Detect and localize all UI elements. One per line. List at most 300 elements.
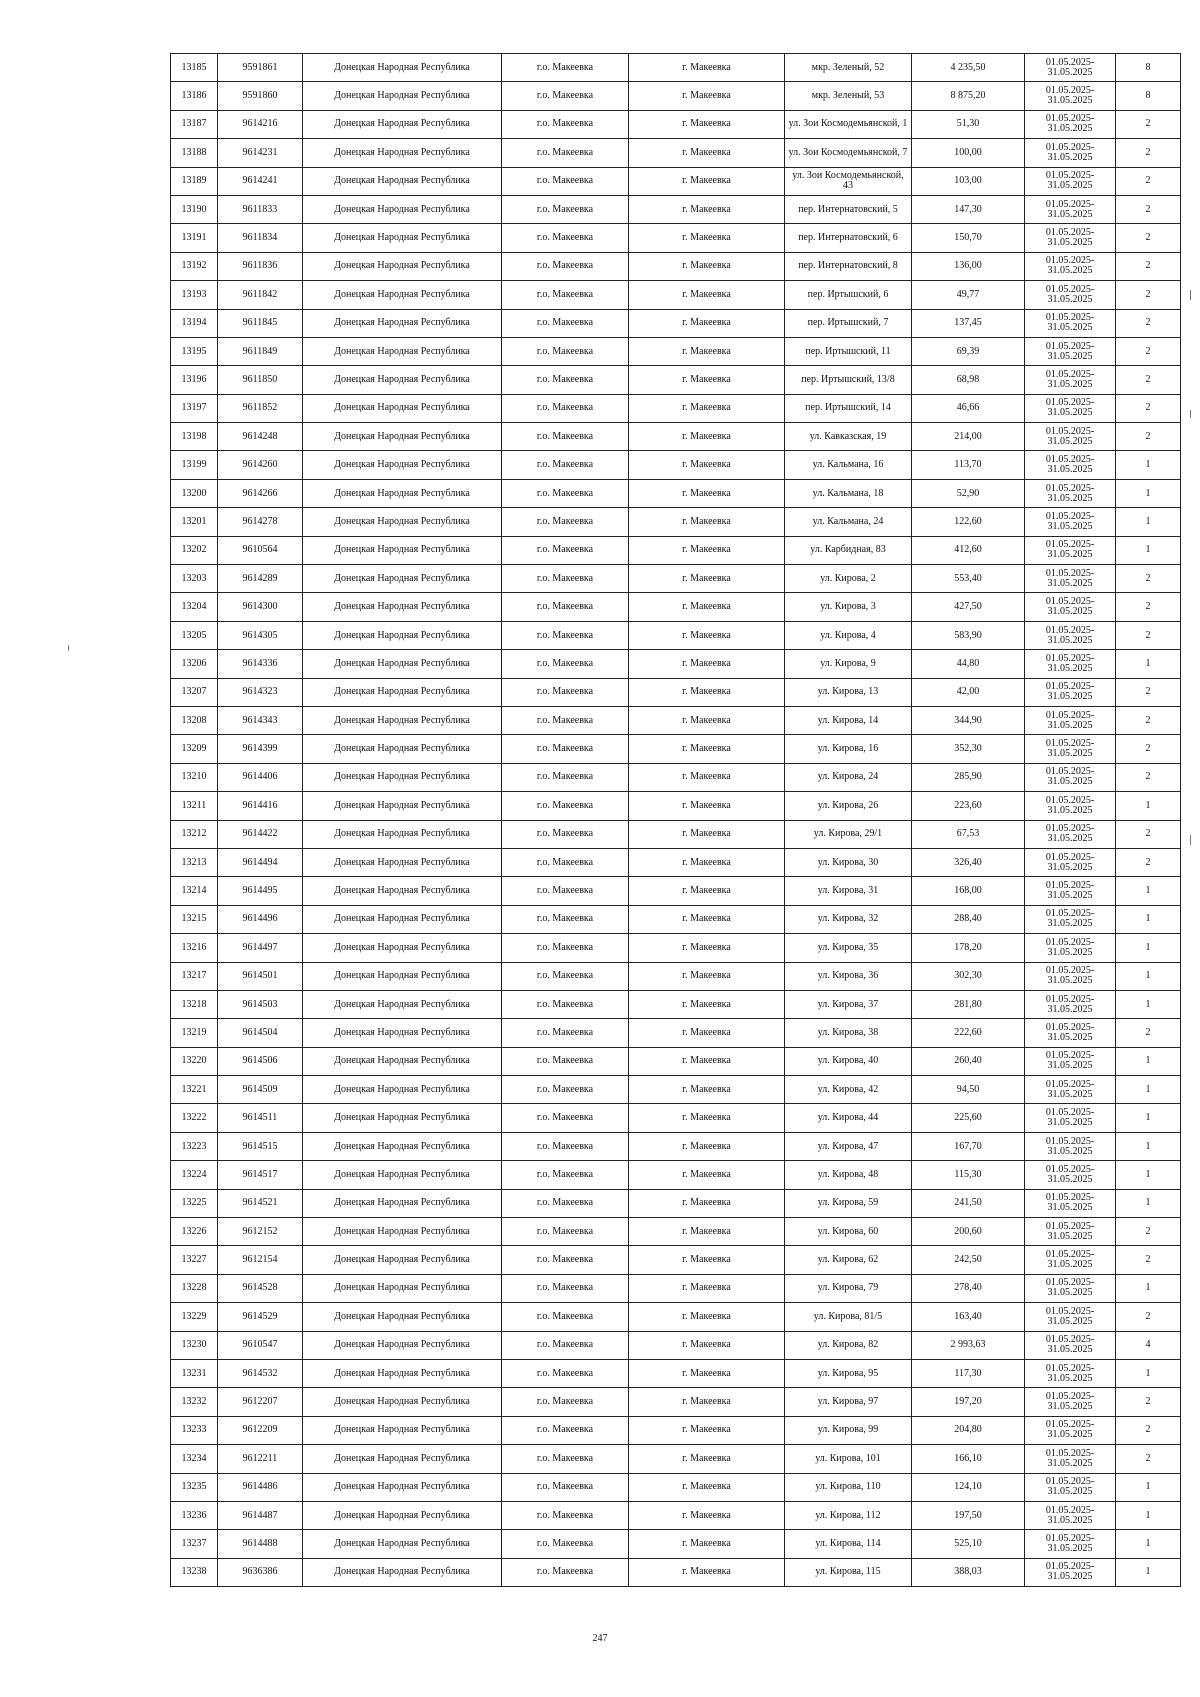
service-period: 01.05.2025-31.05.2025 (1025, 366, 1116, 394)
service-period: 01.05.2025-31.05.2025 (1025, 1416, 1116, 1444)
city-district: г.о. Макеевка (502, 536, 629, 564)
city-name: г. Макеевка (629, 1303, 785, 1331)
republic-name: Донецкая Народная Республика (303, 1047, 502, 1075)
row-id: 13210 (171, 763, 218, 791)
table-row (171, 877, 1181, 905)
object-number: 9614216 (218, 110, 303, 138)
service-period: 01.05.2025-31.05.2025 (1025, 1473, 1116, 1501)
city-name: г. Макеевка (629, 252, 785, 280)
table-row (171, 1189, 1181, 1217)
street-address: ул. Кирова, 24 (785, 763, 912, 791)
table-row (171, 394, 1181, 422)
table-row (171, 536, 1181, 564)
service-period: 01.05.2025-31.05.2025 (1025, 934, 1116, 962)
row-id: 13212 (171, 820, 218, 848)
row-id: 13193 (171, 281, 218, 309)
street-address: пер. Иртышский, 11 (785, 337, 912, 365)
street-address: ул. Кирова, 115 (785, 1558, 912, 1586)
quantity: 1 (1116, 990, 1181, 1018)
row-id: 13214 (171, 877, 218, 905)
table-row (171, 281, 1181, 309)
street-address: ул. Кирова, 82 (785, 1331, 912, 1359)
republic-name: Донецкая Народная Республика (303, 621, 502, 649)
area-value: 137,45 (912, 309, 1025, 337)
city-name: г. Макеевка (629, 139, 785, 167)
republic-name: Донецкая Народная Республика (303, 1274, 502, 1302)
object-number: 9610564 (218, 536, 303, 564)
city-district: г.о. Макеевка (502, 224, 629, 252)
republic-name: Донецкая Народная Республика (303, 990, 502, 1018)
street-address: ул. Кирова, 35 (785, 934, 912, 962)
object-number: 9614504 (218, 1019, 303, 1047)
service-period: 01.05.2025-31.05.2025 (1025, 54, 1116, 82)
quantity: 1 (1116, 1501, 1181, 1529)
object-number: 9591860 (218, 82, 303, 110)
quantity: 1 (1116, 479, 1181, 507)
object-number: 9614399 (218, 735, 303, 763)
service-period: 01.05.2025-31.05.2025 (1025, 195, 1116, 223)
street-address: пер. Иртышский, 14 (785, 394, 912, 422)
republic-name: Донецкая Народная Республика (303, 252, 502, 280)
table-row (171, 1303, 1181, 1331)
city-name: г. Макеевка (629, 565, 785, 593)
republic-name: Донецкая Народная Республика (303, 1303, 502, 1331)
quantity: 2 (1116, 678, 1181, 706)
street-address: ул. Кирова, 101 (785, 1445, 912, 1473)
city-district: г.о. Макеевка (502, 934, 629, 962)
republic-name: Донецкая Народная Республика (303, 962, 502, 990)
row-id: 13227 (171, 1246, 218, 1274)
street-address: ул. Кирова, 9 (785, 650, 912, 678)
quantity: 2 (1116, 423, 1181, 451)
row-id: 13215 (171, 905, 218, 933)
city-district: г.о. Макеевка (502, 1473, 629, 1501)
object-number: 9614515 (218, 1132, 303, 1160)
area-value: 388,03 (912, 1558, 1025, 1586)
quantity: 1 (1116, 962, 1181, 990)
object-number: 9614521 (218, 1189, 303, 1217)
republic-name: Донецкая Народная Республика (303, 536, 502, 564)
row-id: 13213 (171, 848, 218, 876)
quantity: 2 (1116, 195, 1181, 223)
area-value: 68,98 (912, 366, 1025, 394)
area-value: 49,77 (912, 281, 1025, 309)
city-name: г. Макеевка (629, 1161, 785, 1189)
row-id: 13228 (171, 1274, 218, 1302)
street-address: ул. Зои Космодемьянской, 7 (785, 139, 912, 167)
object-number: 9611834 (218, 224, 303, 252)
republic-name: Донецкая Народная Республика (303, 54, 502, 82)
object-number: 9614494 (218, 848, 303, 876)
city-district: г.о. Макеевка (502, 167, 629, 195)
city-district: г.о. Макеевка (502, 1416, 629, 1444)
row-id: 13192 (171, 252, 218, 280)
quantity: 2 (1116, 621, 1181, 649)
row-id: 13233 (171, 1416, 218, 1444)
service-period: 01.05.2025-31.05.2025 (1025, 1218, 1116, 1246)
service-period: 01.05.2025-31.05.2025 (1025, 905, 1116, 933)
republic-name: Донецкая Народная Республика (303, 479, 502, 507)
row-id: 13188 (171, 139, 218, 167)
area-value: 51,30 (912, 110, 1025, 138)
service-period: 01.05.2025-31.05.2025 (1025, 1445, 1116, 1473)
table-row (171, 621, 1181, 649)
quantity: 1 (1116, 1132, 1181, 1160)
row-id: 13209 (171, 735, 218, 763)
republic-name: Донецкая Народная Республика (303, 1246, 502, 1274)
service-period: 01.05.2025-31.05.2025 (1025, 1189, 1116, 1217)
object-number: 9611833 (218, 195, 303, 223)
street-address: ул. Кирова, 110 (785, 1473, 912, 1501)
table-row (171, 1218, 1181, 1246)
city-district: г.о. Макеевка (502, 1303, 629, 1331)
quantity: 1 (1116, 536, 1181, 564)
row-id: 13234 (171, 1445, 218, 1473)
table-row (171, 678, 1181, 706)
area-value: 147,30 (912, 195, 1025, 223)
city-district: г.о. Макеевка (502, 423, 629, 451)
republic-name: Донецкая Народная Республика (303, 1076, 502, 1104)
area-value: 94,50 (912, 1076, 1025, 1104)
area-value: 225,60 (912, 1104, 1025, 1132)
city-name: г. Макеевка (629, 167, 785, 195)
table-row (171, 1558, 1181, 1586)
republic-name: Донецкая Народная Республика (303, 309, 502, 337)
city-name: г. Макеевка (629, 650, 785, 678)
city-name: г. Макеевка (629, 792, 785, 820)
area-value: 222,60 (912, 1019, 1025, 1047)
street-address: ул. Кирова, 14 (785, 706, 912, 734)
quantity: 1 (1116, 1104, 1181, 1132)
addresses-table (170, 53, 1181, 1587)
row-id: 13218 (171, 990, 218, 1018)
service-period: 01.05.2025-31.05.2025 (1025, 224, 1116, 252)
object-number: 9614497 (218, 934, 303, 962)
city-name: г. Макеевка (629, 451, 785, 479)
table-row (171, 167, 1181, 195)
street-address: ул. Кирова, 62 (785, 1246, 912, 1274)
city-district: г.о. Макеевка (502, 593, 629, 621)
street-address: ул. Кирова, 40 (785, 1047, 912, 1075)
table-row (171, 706, 1181, 734)
row-id: 13195 (171, 337, 218, 365)
table-row (171, 1473, 1181, 1501)
republic-name: Донецкая Народная Республика (303, 281, 502, 309)
city-name: г. Макеевка (629, 1047, 785, 1075)
quantity: 2 (1116, 366, 1181, 394)
table-row (171, 1246, 1181, 1274)
object-number: 9612207 (218, 1388, 303, 1416)
table-row (171, 962, 1181, 990)
republic-name: Донецкая Народная Республика (303, 1473, 502, 1501)
quantity: 2 (1116, 1445, 1181, 1473)
republic-name: Донецкая Народная Республика (303, 1132, 502, 1160)
row-id: 13224 (171, 1161, 218, 1189)
republic-name: Донецкая Народная Республика (303, 650, 502, 678)
republic-name: Донецкая Народная Республика (303, 224, 502, 252)
area-value: 285,90 (912, 763, 1025, 791)
area-value: 178,20 (912, 934, 1025, 962)
city-district: г.о. Макеевка (502, 905, 629, 933)
table-row (171, 309, 1181, 337)
quantity: 4 (1116, 1331, 1181, 1359)
republic-name: Донецкая Народная Республика (303, 1530, 502, 1558)
service-period: 01.05.2025-31.05.2025 (1025, 1076, 1116, 1104)
object-number: 9611852 (218, 394, 303, 422)
object-number: 9614528 (218, 1274, 303, 1302)
area-value: 204,80 (912, 1416, 1025, 1444)
city-name: г. Макеевка (629, 1104, 785, 1132)
city-district: г.о. Макеевка (502, 621, 629, 649)
object-number: 9614323 (218, 678, 303, 706)
row-id: 13237 (171, 1530, 218, 1558)
city-name: г. Макеевка (629, 678, 785, 706)
object-number: 9614289 (218, 565, 303, 593)
city-district: г.о. Макеевка (502, 54, 629, 82)
quantity: 2 (1116, 763, 1181, 791)
quantity: 2 (1116, 139, 1181, 167)
object-number: 9614241 (218, 167, 303, 195)
quantity: 1 (1116, 1558, 1181, 1586)
service-period: 01.05.2025-31.05.2025 (1025, 962, 1116, 990)
republic-name: Донецкая Народная Республика (303, 905, 502, 933)
area-value: 223,60 (912, 792, 1025, 820)
table-row (171, 905, 1181, 933)
city-name: г. Макеевка (629, 366, 785, 394)
city-district: г.о. Макеевка (502, 650, 629, 678)
object-number: 9612152 (218, 1218, 303, 1246)
street-address: мкр. Зеленый, 52 (785, 54, 912, 82)
street-address: ул. Кирова, 29/1 (785, 820, 912, 848)
object-number: 9614487 (218, 1501, 303, 1529)
table-row (171, 423, 1181, 451)
city-district: г.о. Макеевка (502, 1218, 629, 1246)
object-number: 9614248 (218, 423, 303, 451)
republic-name: Донецкая Народная Республика (303, 110, 502, 138)
quantity: 1 (1116, 1047, 1181, 1075)
table-row (171, 366, 1181, 394)
street-address: ул. Кальмана, 18 (785, 479, 912, 507)
street-address: ул. Зои Космодемьянской, 43 (785, 167, 912, 195)
city-name: г. Макеевка (629, 1445, 785, 1473)
service-period: 01.05.2025-31.05.2025 (1025, 281, 1116, 309)
street-address: ул. Кирова, 30 (785, 848, 912, 876)
city-district: г.о. Макеевка (502, 1132, 629, 1160)
object-number: 9614266 (218, 479, 303, 507)
row-id: 13226 (171, 1218, 218, 1246)
quantity: 2 (1116, 337, 1181, 365)
service-period: 01.05.2025-31.05.2025 (1025, 394, 1116, 422)
area-value: 124,10 (912, 1473, 1025, 1501)
street-address: ул. Кирова, 16 (785, 735, 912, 763)
city-name: г. Макеевка (629, 195, 785, 223)
street-address: ул. Кирова, 4 (785, 621, 912, 649)
area-value: 163,40 (912, 1303, 1025, 1331)
object-number: 9614416 (218, 792, 303, 820)
quantity: 1 (1116, 792, 1181, 820)
street-address: ул. Кирова, 95 (785, 1359, 912, 1387)
row-id: 13217 (171, 962, 218, 990)
service-period: 01.05.2025-31.05.2025 (1025, 1388, 1116, 1416)
table-row (171, 82, 1181, 110)
quantity: 1 (1116, 1161, 1181, 1189)
street-address: ул. Кирова, 60 (785, 1218, 912, 1246)
city-district: г.о. Макеевка (502, 337, 629, 365)
city-district: г.о. Макеевка (502, 678, 629, 706)
object-number: 9614511 (218, 1104, 303, 1132)
street-address: ул. Кирова, 47 (785, 1132, 912, 1160)
street-address: ул. Кирова, 13 (785, 678, 912, 706)
street-address: ул. Кирова, 114 (785, 1530, 912, 1558)
city-name: г. Макеевка (629, 621, 785, 649)
table-row (171, 820, 1181, 848)
service-period: 01.05.2025-31.05.2025 (1025, 735, 1116, 763)
city-district: г.о. Макеевка (502, 1445, 629, 1473)
city-name: г. Макеевка (629, 1388, 785, 1416)
table-row (171, 1388, 1181, 1416)
quantity: 8 (1116, 82, 1181, 110)
city-district: г.о. Макеевка (502, 706, 629, 734)
quantity: 1 (1116, 650, 1181, 678)
scan-edge-mark (1190, 835, 1191, 845)
row-id: 13232 (171, 1388, 218, 1416)
street-address: ул. Кирова, 26 (785, 792, 912, 820)
street-address: ул. Кирова, 3 (785, 593, 912, 621)
service-period: 01.05.2025-31.05.2025 (1025, 508, 1116, 536)
city-district: г.о. Макеевка (502, 366, 629, 394)
area-value: 117,30 (912, 1359, 1025, 1387)
quantity: 2 (1116, 565, 1181, 593)
service-period: 01.05.2025-31.05.2025 (1025, 451, 1116, 479)
city-name: г. Макеевка (629, 877, 785, 905)
city-name: г. Макеевка (629, 1218, 785, 1246)
republic-name: Донецкая Народная Республика (303, 934, 502, 962)
row-id: 13197 (171, 394, 218, 422)
city-name: г. Макеевка (629, 309, 785, 337)
service-period: 01.05.2025-31.05.2025 (1025, 706, 1116, 734)
table-row (171, 1019, 1181, 1047)
street-address: ул. Кирова, 97 (785, 1388, 912, 1416)
area-value: 288,40 (912, 905, 1025, 933)
city-name: г. Макеевка (629, 224, 785, 252)
object-number: 9612211 (218, 1445, 303, 1473)
table-row (171, 1161, 1181, 1189)
table-row (171, 54, 1181, 82)
service-period: 01.05.2025-31.05.2025 (1025, 479, 1116, 507)
service-period: 01.05.2025-31.05.2025 (1025, 1303, 1116, 1331)
street-address: пер. Иртышский, 13/8 (785, 366, 912, 394)
city-district: г.о. Макеевка (502, 195, 629, 223)
city-name: г. Макеевка (629, 479, 785, 507)
city-name: г. Макеевка (629, 934, 785, 962)
quantity: 2 (1116, 394, 1181, 422)
table-row (171, 565, 1181, 593)
row-id: 13202 (171, 536, 218, 564)
row-id: 13206 (171, 650, 218, 678)
object-number: 9612154 (218, 1246, 303, 1274)
object-number: 9614278 (218, 508, 303, 536)
street-address: ул. Кирова, 59 (785, 1189, 912, 1217)
row-id: 13235 (171, 1473, 218, 1501)
service-period: 01.05.2025-31.05.2025 (1025, 1501, 1116, 1529)
republic-name: Донецкая Народная Республика (303, 1359, 502, 1387)
republic-name: Донецкая Народная Республика (303, 678, 502, 706)
quantity: 2 (1116, 735, 1181, 763)
city-name: г. Макеевка (629, 337, 785, 365)
city-district: г.о. Макеевка (502, 1246, 629, 1274)
area-value: 197,20 (912, 1388, 1025, 1416)
area-value: 166,10 (912, 1445, 1025, 1473)
service-period: 01.05.2025-31.05.2025 (1025, 848, 1116, 876)
row-id: 13219 (171, 1019, 218, 1047)
republic-name: Донецкая Народная Республика (303, 565, 502, 593)
republic-name: Донецкая Народная Республика (303, 167, 502, 195)
object-number: 9614488 (218, 1530, 303, 1558)
object-number: 9614406 (218, 763, 303, 791)
service-period: 01.05.2025-31.05.2025 (1025, 252, 1116, 280)
row-id: 13223 (171, 1132, 218, 1160)
object-number: 9611845 (218, 309, 303, 337)
table-row (171, 1530, 1181, 1558)
area-value: 2 993,63 (912, 1331, 1025, 1359)
service-period: 01.05.2025-31.05.2025 (1025, 167, 1116, 195)
republic-name: Донецкая Народная Республика (303, 792, 502, 820)
republic-name: Донецкая Народная Республика (303, 820, 502, 848)
quantity: 1 (1116, 1274, 1181, 1302)
area-value: 167,70 (912, 1132, 1025, 1160)
quantity: 1 (1116, 1473, 1181, 1501)
table-row (171, 934, 1181, 962)
city-district: г.о. Макеевка (502, 877, 629, 905)
city-district: г.о. Макеевка (502, 252, 629, 280)
city-district: г.о. Макеевка (502, 1076, 629, 1104)
row-id: 13198 (171, 423, 218, 451)
service-period: 01.05.2025-31.05.2025 (1025, 621, 1116, 649)
republic-name: Донецкая Народная Республика (303, 1019, 502, 1047)
area-value: 69,39 (912, 337, 1025, 365)
city-name: г. Макеевка (629, 1076, 785, 1104)
object-number: 9614486 (218, 1473, 303, 1501)
object-number: 9614343 (218, 706, 303, 734)
row-id: 13208 (171, 706, 218, 734)
quantity: 2 (1116, 1303, 1181, 1331)
service-period: 01.05.2025-31.05.2025 (1025, 763, 1116, 791)
city-district: г.о. Макеевка (502, 1530, 629, 1558)
object-number: 9614495 (218, 877, 303, 905)
service-period: 01.05.2025-31.05.2025 (1025, 990, 1116, 1018)
street-address: ул. Кирова, 32 (785, 905, 912, 933)
street-address: ул. Кирова, 31 (785, 877, 912, 905)
row-id: 13230 (171, 1331, 218, 1359)
service-period: 01.05.2025-31.05.2025 (1025, 423, 1116, 451)
row-id: 13203 (171, 565, 218, 593)
city-name: г. Макеевка (629, 82, 785, 110)
republic-name: Донецкая Народная Республика (303, 1445, 502, 1473)
table-row (171, 1331, 1181, 1359)
row-id: 13186 (171, 82, 218, 110)
row-id: 13201 (171, 508, 218, 536)
service-period: 01.05.2025-31.05.2025 (1025, 650, 1116, 678)
street-address: ул. Карбидная, 83 (785, 536, 912, 564)
street-address: пер. Иртышский, 6 (785, 281, 912, 309)
quantity: 2 (1116, 309, 1181, 337)
republic-name: Донецкая Народная Республика (303, 848, 502, 876)
city-district: г.о. Макеевка (502, 309, 629, 337)
area-value: 8 875,20 (912, 82, 1025, 110)
street-address: ул. Кавказская, 19 (785, 423, 912, 451)
row-id: 13236 (171, 1501, 218, 1529)
service-period: 01.05.2025-31.05.2025 (1025, 110, 1116, 138)
